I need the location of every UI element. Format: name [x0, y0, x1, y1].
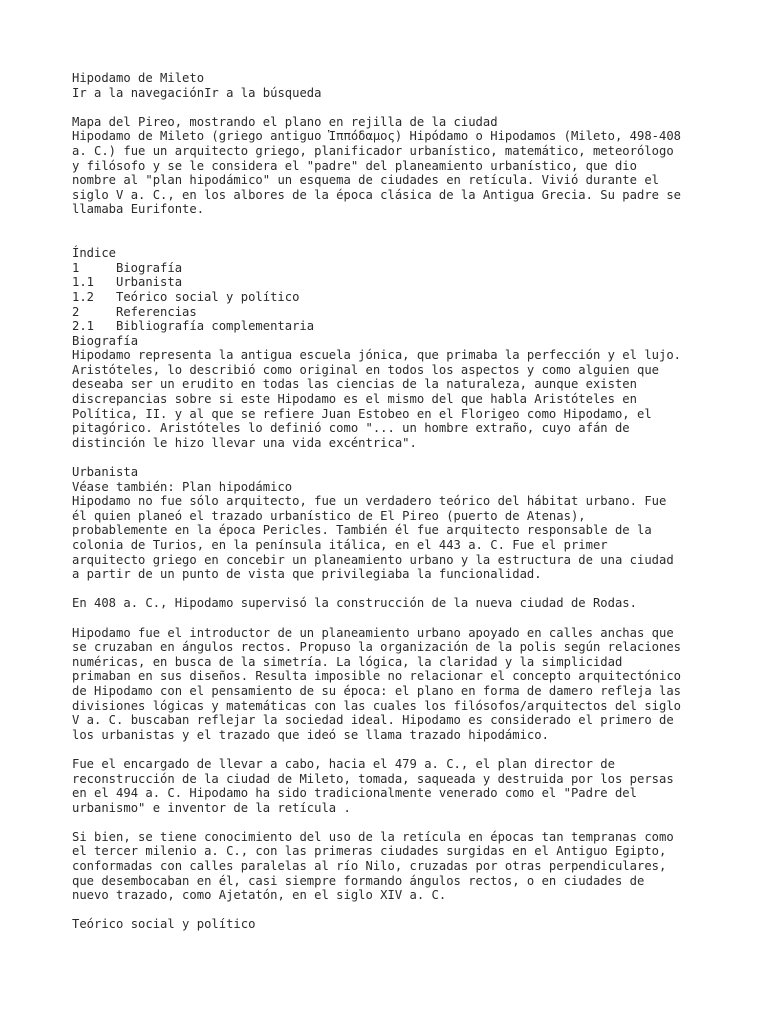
toc-item-label: Referencias — [116, 304, 197, 319]
paragraph-line: pitagórico. Aristóteles lo definió como "... un hombre extraño, cuyo afán de — [72, 421, 630, 436]
spacer — [72, 217, 732, 246]
urbanista-paragraph-5 — [72, 830, 732, 903]
paragraph-line: distinción le hizo llevar una vida excéntrica". — [72, 435, 417, 450]
toc-item-number: 1.2 — [72, 289, 95, 304]
paragraph-line: divisiones lógicas y matemáticas con las cuales los filósofos/arquitectos del siglo — [72, 698, 682, 713]
paragraph-line: discrepancias sobre si este Hipodamo es el mismo del que habla Aristóteles en — [72, 392, 637, 407]
urbanista-paragraph-1 — [72, 494, 732, 582]
toc-item-referencias[interactable] — [72, 305, 732, 320]
paragraph-line: los urbanistas y el trazado que ideó se llama trazado hipodámico. — [72, 727, 549, 742]
urbanista-paragraph-3 — [72, 626, 732, 743]
paragraph-line: deseaba ser un erudito en todas las ciencias de la naturaleza, aunque existen — [72, 377, 637, 392]
paragraph-line: V a. C. buscaban reflejar la sociedad ideal. Hipodamo es considerado el primero de — [72, 713, 674, 728]
section-heading-biografia: Biografía — [72, 333, 139, 348]
spacer — [72, 903, 732, 918]
toc-item-number: 1.1 — [72, 275, 95, 290]
paragraph-line: numéricas, en busca de la simetría. La lógica, la claridad y la simplicidad — [72, 654, 623, 669]
paragraph-line: de Hipodamo con el pensamiento de su época: el plano en forma de damero refleja las — [72, 683, 682, 698]
paragraph-line: Hipodamo no fue sólo arquitecto, fue un verdadero teórico del hábitat urbano. Fue — [72, 494, 667, 509]
intro-line: llamaba Eurifonte. — [72, 202, 205, 217]
paragraph-line: reconstrucción de la ciudad de Mileto, tomada, saqueada y destruida por los persas — [72, 771, 674, 786]
intro-line: a. C.) fue un arquitecto griego, planificador urbanístico, matemático, meteorólogo — [72, 143, 674, 158]
paragraph-line: Fue el encargado de llevar a cabo, hacia el 479 a. C., el plan director de — [72, 756, 615, 771]
intro-paragraph — [72, 129, 732, 217]
urbanista-paragraph-2 — [72, 596, 732, 611]
toc-item-label: Biografía — [116, 260, 183, 275]
spacer — [72, 582, 732, 597]
toc-item-bibliografia[interactable] — [72, 319, 732, 334]
spacer — [72, 611, 732, 626]
spacer — [72, 450, 732, 465]
paragraph-line: a partir de un punto de vista que privilegiaba la funcionalidad. — [72, 567, 542, 582]
intro-line: y filósofo y se le considera el "padre" del planeamiento urbanístico, que dio — [72, 158, 637, 173]
toc-item-label: Teórico social y político — [116, 289, 300, 304]
biografia-paragraph — [72, 348, 732, 450]
toc-item-number: 1 — [72, 260, 80, 275]
toc-item-label: Bibliografía complementaria — [116, 319, 315, 334]
urbanista-paragraph-4 — [72, 757, 732, 815]
toc-item-biografia[interactable] — [72, 261, 732, 276]
toc-item-number: 2 — [72, 304, 80, 319]
paragraph-line: que desembocaban en él, casi siempre formando ángulos rectos, o en ciudades de — [72, 873, 645, 888]
paragraph-line: nuevo trazado, como Ajetatón, en el siglo XIV a. C. — [72, 888, 447, 903]
nav-links-line[interactable]: Ir a la navegaciónIr a la búsqueda — [72, 85, 322, 100]
paragraph-line: urbanismo" e inventor de la retícula . — [72, 800, 351, 815]
paragraph-line: conformadas con calles paralelas al río Nilo, cruzadas por otras perpendiculares, — [72, 859, 667, 874]
spacer — [72, 742, 732, 757]
paragraph-line: Si bien, se tiene conocimiento del uso de la retícula en épocas tan tempranas como — [72, 829, 674, 844]
paragraph-line: primaban en sus diseños. Resulta imposible no relacionar el concepto arquitectónico — [72, 669, 682, 684]
paragraph-line: colonia de Turios, en la península itálica, en el 443 a. C. Fue el primer — [72, 538, 608, 552]
paragraph-line: arquitecto griego en concebir un planeamiento urbano y la estructura de una ciudad — [72, 552, 674, 567]
toc-item-teorico[interactable] — [72, 290, 732, 305]
map-caption: Mapa del Pireo, mostrando el plano en rejilla de la ciudad — [72, 114, 498, 129]
paragraph-line: Hipodamo representa la antigua escuela jónica, que primaba la perfección y el lujo. — [72, 348, 682, 363]
toc-item-number: 2.1 — [72, 319, 95, 334]
intro-line: nombre al "plan hipodámico" un esquema de ciudades en retícula. Vivió durante el — [72, 173, 659, 188]
paragraph-line: Política, II. y al que se refiere Juan Estobeo en el Florigeo como Hipodamo, el — [72, 406, 652, 421]
paragraph-line: Aristóteles, lo describió como original en todos los aspectos y como alguien que — [72, 362, 659, 377]
paragraph-line: él quien planeó el trazado urbanístico de El Pireo (puerto de Atenas), — [72, 508, 586, 523]
spacer — [72, 100, 732, 115]
paragraph-line: en el 494 a. C. Hipodamo ha sido tradicionalmente venerado como el "Padre del — [72, 786, 637, 801]
paragraph-line: el tercer milenio a. C., con las primeras ciudades surgidas en el Antiguo Egipto, — [72, 844, 667, 859]
page-title: Hipodamo de Mileto — [72, 71, 205, 85]
intro-line: siglo V a. C., en los albores de la época clásica de la Antigua Grecia. Su padre se — [72, 187, 682, 202]
paragraph-line: En 408 a. C., Hipodamo supervisó la construcción de la nueva ciudad de Rodas. — [72, 596, 637, 611]
toc-item-label: Urbanista — [116, 275, 183, 290]
intro-line: Hipodamo de Mileto (griego antiguo Ἱππόδαμος) Hipódamo o Hipodamos (Mileto, 498-408 — [72, 129, 682, 144]
section-heading-teorico: Teórico social y político — [72, 917, 256, 932]
paragraph-line: probablemente en la época Pericles. También él fue arquitecto responsable de la — [72, 523, 652, 538]
table-of-contents — [72, 246, 732, 334]
paragraph-line: Hipodamo fue el introductor de un planeamiento urbano apoyado en calles anchas que — [72, 625, 674, 640]
paragraph-line: se cruzaban en ángulos rectos. Propuso la organización de la polis según relaciones — [72, 640, 682, 655]
toc-item-urbanista[interactable] — [72, 275, 732, 290]
spacer — [72, 815, 732, 830]
document-page — [72, 71, 732, 932]
see-also-link[interactable]: Véase también: Plan hipodámico — [72, 479, 293, 494]
section-heading-urbanista: Urbanista — [72, 465, 139, 480]
toc-heading: Índice — [72, 246, 117, 261]
